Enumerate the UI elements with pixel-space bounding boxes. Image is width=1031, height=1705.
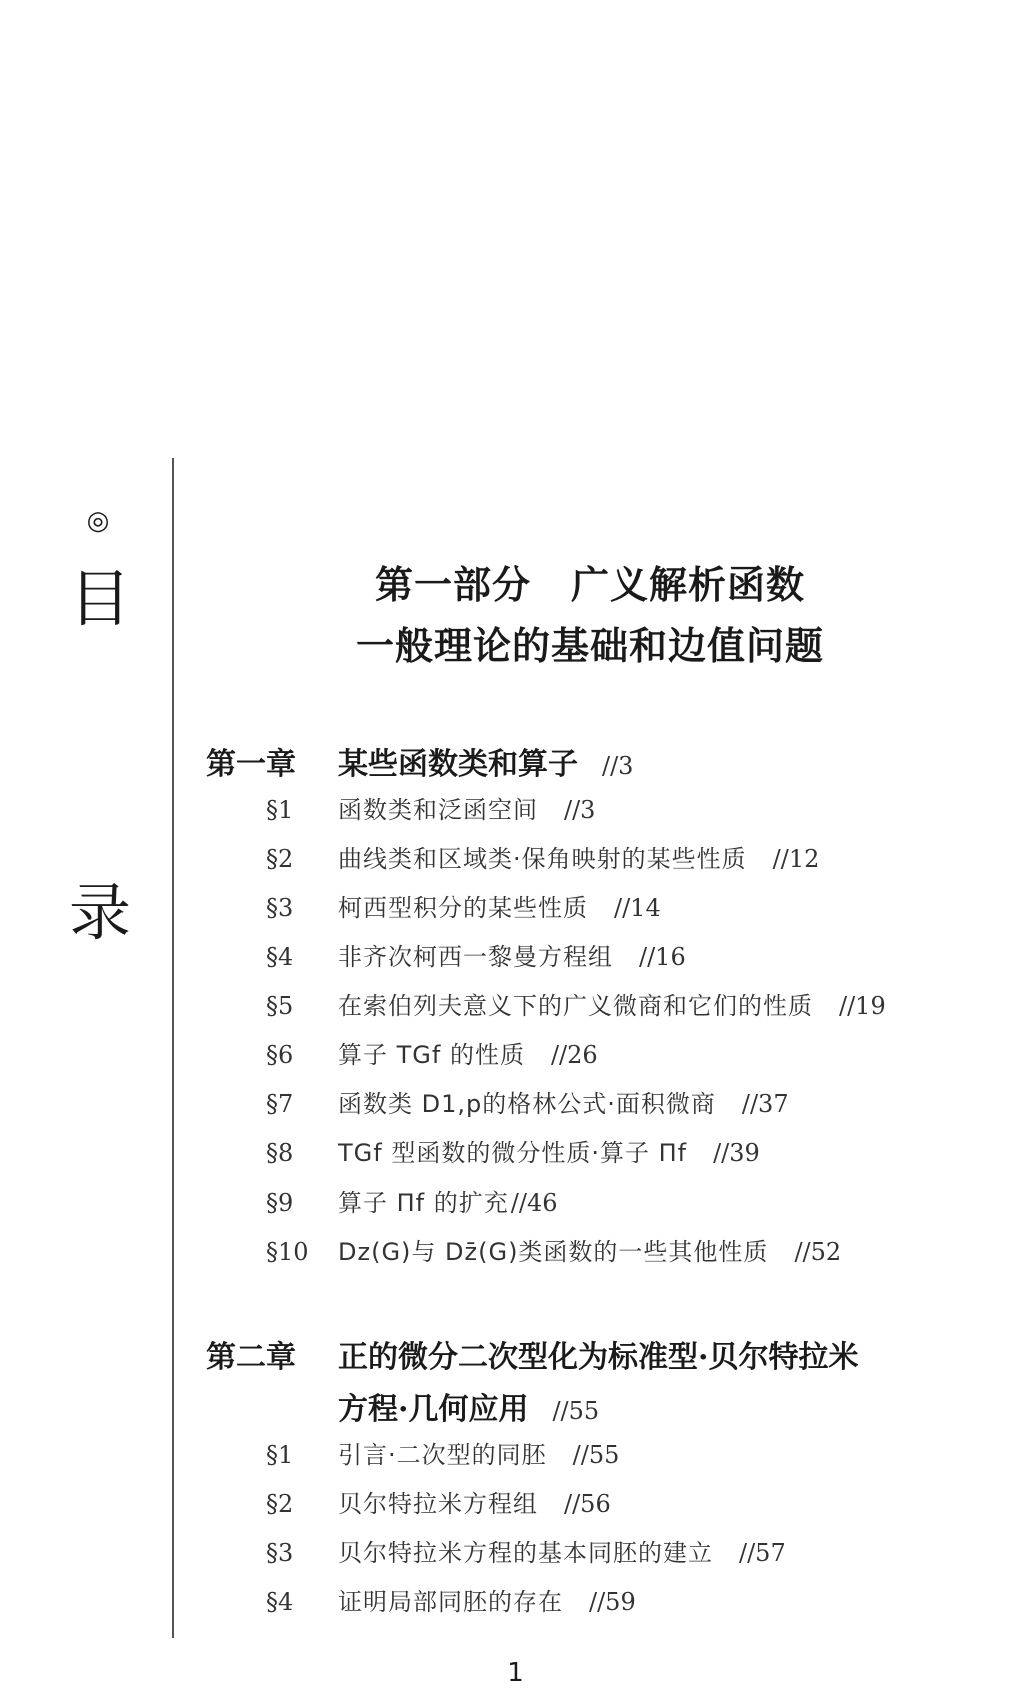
part-title-line1: [240, 563, 940, 607]
section-title: Dz(G)与 Dz̄(G)类函数的一些其他性质: [338, 1238, 769, 1266]
chapter-page: //3: [602, 752, 634, 780]
section-number: §3: [266, 1539, 294, 1567]
toc-section-1-10[interactable]: [266, 1240, 841, 1264]
section-number: §5: [266, 992, 294, 1020]
section-number: §10: [266, 1238, 309, 1266]
section-number: §4: [266, 1588, 294, 1616]
toc-section-1-6[interactable]: [266, 1043, 598, 1067]
toc-section-1-7[interactable]: [266, 1092, 789, 1116]
section-number: §8: [266, 1139, 294, 1167]
toc-section-1-5[interactable]: [266, 994, 886, 1018]
section-page: //26: [550, 1041, 598, 1069]
section-page: //14: [614, 894, 661, 922]
section-title: 贝尔特拉米方程组: [338, 1490, 538, 1518]
section-title: 在索伯列夫意义下的广义微商和它们的性质: [338, 992, 813, 1020]
section-title: 算子 TGf 的性质: [338, 1041, 525, 1069]
section-page: //52: [794, 1238, 842, 1266]
toc-section-1-4[interactable]: [266, 945, 686, 969]
toc-section-1-9[interactable]: [266, 1191, 557, 1215]
section-number: §4: [266, 943, 294, 971]
bullseye-mark-icon: ◎: [86, 506, 110, 536]
part-subject: 广义解析函数: [571, 563, 806, 607]
section-title: 贝尔特拉米方程的基本同胚的建立: [338, 1539, 713, 1567]
part-label: 第一部分: [374, 563, 531, 607]
chapter-label: 第一章: [206, 747, 296, 782]
section-title: 证明局部同胚的存在: [338, 1588, 563, 1616]
section-title: 非齐次柯西一黎曼方程组: [338, 943, 613, 971]
chapter-2-heading[interactable]: [206, 1340, 859, 1375]
toc-section-2-4[interactable]: [266, 1590, 636, 1614]
section-number: §6: [266, 1041, 294, 1069]
section-page: //56: [564, 1490, 611, 1518]
toc-section-2-3[interactable]: [266, 1541, 786, 1565]
chapter-2-heading-cont[interactable]: [338, 1392, 600, 1427]
side-title-mu: 目: [68, 562, 131, 635]
chapter-title: 某些函数类和算子: [338, 747, 578, 782]
section-page: //3: [564, 796, 596, 824]
section-page: //12: [772, 845, 820, 873]
section-number: §9: [266, 1189, 294, 1217]
toc-section-1-8[interactable]: [266, 1141, 760, 1165]
section-title: TGf 型函数的微分性质·算子 Πf: [338, 1139, 688, 1167]
chapter-title-line1: 正的微分二次型化为标准型·贝尔特拉米: [338, 1340, 859, 1375]
section-number: §1: [266, 796, 294, 824]
section-title: 函数类和泛函空间: [338, 796, 538, 824]
chapter-label: 第二章: [206, 1340, 296, 1375]
section-number: §1: [266, 1441, 294, 1469]
chapter-1-heading[interactable]: [206, 747, 634, 782]
chapter-title-line2: 方程·几何应用: [338, 1392, 529, 1427]
section-title: 柯西型积分的某些性质: [338, 894, 588, 922]
side-title-lu: 录: [68, 876, 131, 949]
toc-section-1-2[interactable]: [266, 847, 819, 871]
toc-section-2-2[interactable]: [266, 1492, 611, 1516]
toc-section-2-1[interactable]: [266, 1443, 619, 1467]
chapter-page: //55: [552, 1397, 600, 1425]
section-number: §2: [266, 1490, 294, 1518]
page-number: 1: [507, 1658, 524, 1688]
vertical-divider: [172, 458, 174, 1638]
section-number: §7: [266, 1090, 294, 1118]
section-page: //57: [739, 1539, 786, 1567]
section-number: §2: [266, 845, 294, 873]
section-number: §3: [266, 894, 294, 922]
section-page: //16: [639, 943, 686, 971]
section-page: //55: [572, 1441, 620, 1469]
section-page: //59: [589, 1588, 636, 1616]
section-title: 函数类 D1,p的格林公式·面积微商: [338, 1090, 716, 1118]
section-page: //37: [741, 1090, 789, 1118]
toc-section-1-1[interactable]: [266, 798, 595, 822]
toc-section-1-3[interactable]: [266, 896, 661, 920]
section-page: //46: [510, 1189, 558, 1217]
section-page: //19: [839, 992, 886, 1020]
part-title-line2: 一般理论的基础和边值问题: [355, 624, 824, 668]
section-page: //39: [713, 1139, 760, 1167]
section-title: 算子 Πf 的扩充: [338, 1189, 509, 1217]
section-title: 曲线类和区域类·保角映射的某些性质: [338, 845, 747, 873]
section-title: 引言·二次型的同胚: [338, 1441, 547, 1469]
